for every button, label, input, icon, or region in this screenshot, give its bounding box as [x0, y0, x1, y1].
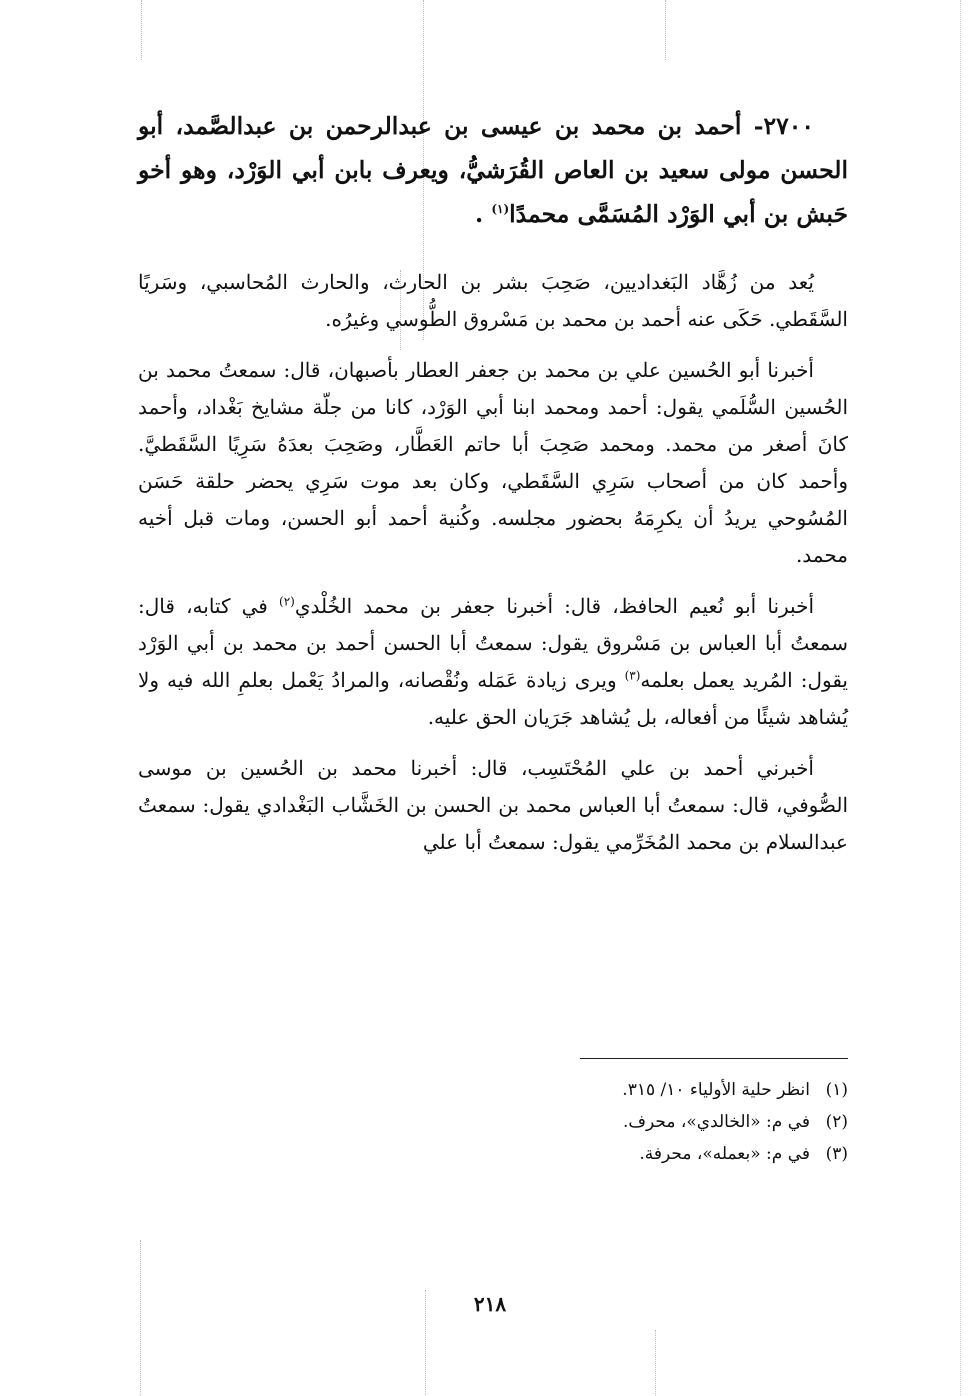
footnote-2 — [300, 1106, 848, 1138]
entry-number: ٢٧٠٠- — [753, 112, 814, 140]
scan-guide-line — [425, 1290, 426, 1396]
footnote-number: (١) — [825, 1080, 848, 1100]
paragraph-3 — [138, 588, 848, 736]
scan-guide-line — [960, 0, 961, 1396]
biography-entry-heading — [138, 104, 848, 236]
paragraph-text: أخبرنا أبو الحُسين علي بن محمد بن جعفر العطار بأصبهان، قال: سمعتُ محمد بن الحُسين السُّلَمي يقول: أحمد ومحمد ابنا أبي الوَرْد، كانا من جلّة مشايخ بَغْداد، وأحمد كانَ أصغر من محمد. ومحمد صَحِبَ أبا حاتم العَطَّار، وصَحِبَ بعدَهُ سَرِيًا السَّقَطيَّ. وأحمد كان من أصحاب سَرِي السَّقَطي، وكان بعد موت سَرِي يحضر حلقة حَسَن المُسُوحي يريدُ أن يكرِمَهُ بحضور مجلسه. وكُنية أحمد أبو الحسن، ومات قبل أخيه محمد. — [138, 358, 848, 567]
paragraph-2 — [138, 352, 848, 574]
paragraph-text: يُعد من زُهَّاد البَغداديين، صَحِبَ بشر بن الحارث، والحارث المُحاسبي، وسَريًا السَّقَطي. حَكَى عنه أحمد بن محمد بن مَسْروق الطُّوسي وغيرُه. — [138, 270, 848, 331]
page-body — [138, 104, 848, 875]
scan-guide-line — [655, 1330, 656, 1396]
footnote-ref-2[interactable]: (٢) — [279, 594, 295, 609]
scan-guide-line — [140, 1240, 141, 1396]
footnote-text: في م: «الخالدي»، محرف. — [623, 1112, 810, 1132]
page-number: ٢١٨ — [473, 1292, 507, 1316]
footnote-3 — [300, 1138, 848, 1170]
footnote-ref-3[interactable]: (٣) — [624, 668, 641, 683]
paragraph-text: أخبرنا أبو نُعيم الحافظ، قال: أخبرنا جعفر بن محمد الخُلْدي — [294, 594, 815, 618]
footnote-separator — [580, 1058, 848, 1059]
paragraph-text: أخبرني أحمد بن علي المُحْتَسِب، قال: أخبرنا محمد بن الحُسين بن موسى الصُّوفي، قال: سمعتُ أبا العباس محمد بن الحسن بن الخَشَّاب البَغْدادي يقول: سمعتُ عبدالسلام بن محمد المُخَرِّمي يقول: سمعتُ أبا علي — [138, 756, 848, 854]
footnote-number: (٣) — [825, 1144, 848, 1164]
paragraph-text: ويرى زيادة عَمَله ونُقْصانه، والمرادُ يَعْمل بعلمِ الله فيه ولا يُشاهد شيئًا من أفعاله، بل يُشاهد جَرَيان الحق عليه. — [138, 668, 848, 729]
scan-guide-line — [665, 0, 666, 60]
footnote-number: (٢) — [825, 1112, 848, 1132]
entry-end: . — [474, 200, 492, 228]
paragraph-1 — [138, 264, 848, 338]
footnote-text: في م: «بعمله»، محرفة. — [639, 1144, 810, 1164]
footnote-text: انظر حلية الأولياء ١٠/ ٣١٥. — [622, 1080, 810, 1100]
paragraph-text: في كتابه، قال: سمعتُ أبا العباس بن مَسْروق يقول: سمعتُ أبا الحسن أحمد بن محمد بن أبي الوَرْد يقول: المُريد يعمل بعلمه — [138, 594, 849, 692]
paragraph-4 — [138, 750, 848, 861]
footnote-1 — [300, 1074, 848, 1106]
footnote-ref-1[interactable]: (١) — [491, 202, 510, 217]
scan-guide-line — [141, 0, 142, 60]
footnotes — [300, 1074, 848, 1170]
entry-text: أحمد بن محمد بن عيسى بن عبدالرحمن بن عبدالصَّمد، أبو الحسن مولى سعيد بن العاص القُرَشيُّ، ويعرف بابن أبي الوَرْد، وهو أخو حَبش بن أبي الوَرْد المُسَمَّى محمدًا — [138, 112, 848, 228]
